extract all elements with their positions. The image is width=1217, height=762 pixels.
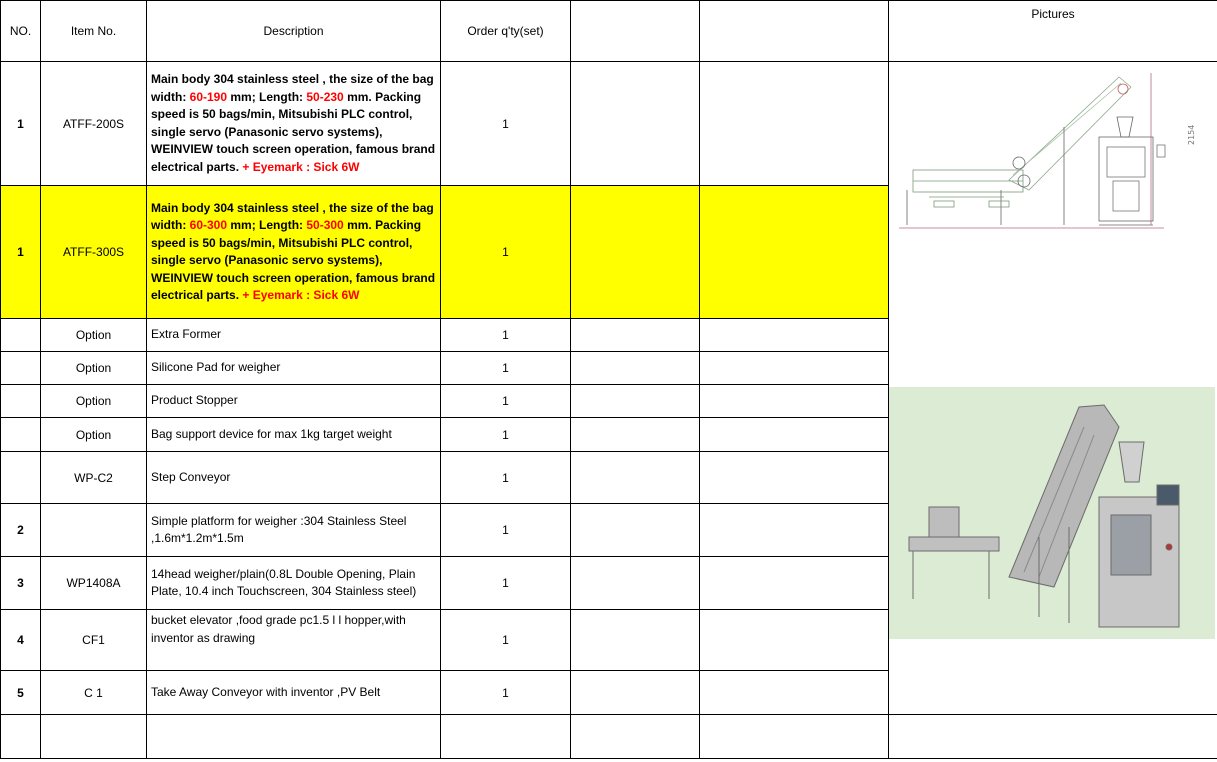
row-description: Extra Former [147, 319, 441, 352]
row-qty: 1 [441, 186, 571, 319]
row-no [1, 715, 41, 759]
row-item: ATFF-200S [41, 62, 147, 186]
row-empty [700, 62, 889, 186]
row-item [41, 504, 147, 557]
row-item: Option [41, 352, 147, 385]
row-empty [700, 418, 889, 452]
row-empty [700, 319, 889, 352]
row-item: Option [41, 385, 147, 418]
header-empty-1 [571, 1, 700, 62]
row-item: CF1 [41, 610, 147, 671]
row-description: Product Stopper [147, 385, 441, 418]
header-no: NO. [1, 1, 41, 62]
row-empty [571, 452, 700, 504]
pictures-column-bottom [889, 715, 1217, 759]
row-description: Bag support device for max 1kg target weight [147, 418, 441, 452]
row-no [1, 319, 41, 352]
row-empty [571, 418, 700, 452]
machine-drawing-image [889, 65, 1215, 245]
row-description: Main body 304 stainless steel , the size of the bag width: 60-300 mm; Length: 50-300 mm. Packing speed is 50 bags/min, Mitsubishi PLC control, single servo (Panasonic servo systems), WEINVIEW touch screen operation, famous brand electrical parts. + Eyemark : Sick 6W [147, 186, 441, 319]
header-empty-2 [700, 1, 889, 62]
header-row [1, 1, 1217, 62]
row-empty [571, 557, 700, 610]
row-empty [571, 715, 700, 759]
row-empty [700, 671, 889, 715]
drawing-dimension-label: 2154 [1187, 124, 1196, 145]
row-description: Simple platform for weigher :304 Stainless Steel ,1.6m*1.2m*1.5m [147, 504, 441, 557]
row-empty [700, 557, 889, 610]
row-no: 4 [1, 610, 41, 671]
row-empty [571, 352, 700, 385]
row-empty [571, 671, 700, 715]
row-item: C 1 [41, 671, 147, 715]
row-no [1, 452, 41, 504]
row-qty: 1 [441, 452, 571, 504]
header-description: Description [147, 1, 441, 62]
row-qty: 1 [441, 352, 571, 385]
row-description: Take Away Conveyor with inventor ,PV Belt [147, 671, 441, 715]
row-qty: 1 [441, 319, 571, 352]
row-no: 1 [1, 62, 41, 186]
row-description: Silicone Pad for weigher [147, 352, 441, 385]
row-description: 14head weigher/plain(0.8L Double Opening, Plain Plate, 10.4 inch Touchscreen, 304 Stainless steel) [147, 557, 441, 610]
row-qty [441, 715, 571, 759]
row-empty [571, 504, 700, 557]
row-qty: 1 [441, 62, 571, 186]
row-item [41, 715, 147, 759]
row-description: bucket elevator ,food grade pc1.5 l l hopper,with inventor as drawing [147, 610, 441, 671]
header-item-no: Item No. [41, 1, 147, 62]
row-qty: 1 [441, 418, 571, 452]
row-item: ATFF-300S [41, 186, 147, 319]
row-no [1, 352, 41, 385]
row-no [1, 385, 41, 418]
row-empty [700, 352, 889, 385]
row-description: Main body 304 stainless steel , the size of the bag width: 60-190 mm; Length: 50-230 mm. Packing speed is 50 bags/min, Mitsubishi PLC control, single servo (Panasonic servo systems), WEINVIEW touch screen operation, famous brand electrical parts. + Eyemark : Sick 6W [147, 62, 441, 186]
row-no: 1 [1, 186, 41, 319]
row-empty [700, 385, 889, 418]
header-pictures: Pictures [889, 1, 1217, 62]
row-empty [700, 610, 889, 671]
row-item: Option [41, 418, 147, 452]
row-qty: 1 [441, 385, 571, 418]
row-no [1, 418, 41, 452]
row-no: 3 [1, 557, 41, 610]
row-empty [571, 610, 700, 671]
row-description: Step Conveyor [147, 452, 441, 504]
row-item: WP-C2 [41, 452, 147, 504]
row-qty: 1 [441, 671, 571, 715]
row-no: 5 [1, 671, 41, 715]
row-empty [571, 62, 700, 186]
row-empty [700, 186, 889, 319]
machine-photo-image [889, 387, 1215, 639]
row-empty [700, 504, 889, 557]
row-empty [700, 452, 889, 504]
row-empty [571, 186, 700, 319]
row-empty [700, 715, 889, 759]
row-empty [571, 319, 700, 352]
row-item: WP1408A [41, 557, 147, 610]
row-no: 2 [1, 504, 41, 557]
row-description [147, 715, 441, 759]
row-qty: 1 [441, 610, 571, 671]
row-empty [571, 385, 700, 418]
header-order-qty: Order q'ty(set) [441, 1, 571, 62]
row-item: Option [41, 319, 147, 352]
row-qty: 1 [441, 504, 571, 557]
table-row-empty [1, 715, 1217, 759]
row-qty: 1 [441, 557, 571, 610]
